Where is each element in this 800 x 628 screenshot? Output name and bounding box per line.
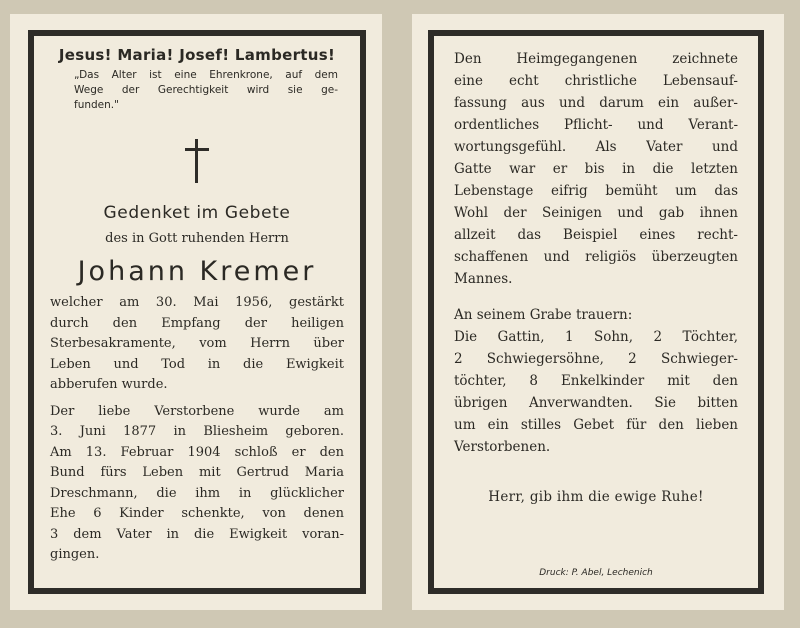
- text-line: Mannes.: [454, 271, 513, 287]
- text-line: schaffenen und religiös überzeugten: [454, 249, 738, 265]
- text-line: töchter, 8 Enkelkinder mit den: [454, 373, 738, 389]
- text-line: Gatte war er bis in die letzten: [454, 161, 738, 177]
- text-line: Dreschmann, die ihm in glücklicher: [50, 485, 344, 501]
- cross-icon: [185, 139, 209, 183]
- text-line: allzeit das Beispiel eines recht-: [454, 227, 738, 243]
- left-frame: [28, 30, 366, 594]
- text-line: eine echt christliche Lebensauf-: [454, 73, 738, 89]
- text-line: wortungsgefühl. Als Vater und: [454, 139, 738, 155]
- text-line: Der liebe Verstorbene wurde am: [50, 403, 344, 419]
- text-line: übrigen Anverwandten. Sie bitten: [454, 395, 738, 411]
- text-line: An seinem Grabe trauern:: [454, 307, 633, 323]
- text-line: 3. Juni 1877 in Bliesheim geboren.: [50, 424, 344, 439]
- text-line: Die Gattin, 1 Sohn, 2 Töchter,: [454, 329, 738, 345]
- text-line: Sterbesakramente, vom Herrn über: [50, 336, 344, 351]
- card-header: Jesus! Maria! Josef! Lambertus!: [58, 46, 336, 64]
- text-line: abberufen wurde.: [50, 377, 168, 392]
- text-line: Leben und Tod in die Ewigkeit: [50, 356, 344, 372]
- death-paragraph: [50, 293, 344, 396]
- text-line: fassung aus und darum ein außer-: [454, 95, 738, 111]
- text-line: Bund fürs Leben mit Gertrud Maria: [50, 465, 344, 480]
- text-line: welcher am 30. Mai 1956, gestärkt: [50, 295, 344, 310]
- deceased-name: Johann Kremer: [77, 256, 317, 287]
- character-paragraph: [454, 48, 738, 290]
- text-line: Lebenstage eifrig bemüht um das: [454, 183, 738, 199]
- text-line: um ein stilles Gebet für den lieben: [454, 417, 738, 433]
- gedenket-heading: Gedenket im Gebete: [103, 203, 291, 223]
- left-card: [10, 14, 382, 610]
- text-line: 2 Schwiegersöhne, 2 Schwieger-: [454, 351, 738, 367]
- text-line: durch den Empfang der heiligen: [50, 315, 344, 331]
- intro-line: des in Gott ruhenden Herrn: [105, 231, 289, 246]
- text-line: ordentliches Pflicht- und Verant-: [454, 117, 738, 133]
- right-card: [412, 14, 784, 610]
- text-line: gingen.: [50, 547, 100, 562]
- text-line: Am 13. Februar 1904 schloß er den: [50, 444, 344, 460]
- right-frame: [428, 30, 764, 594]
- quote-line: funden.": [74, 99, 119, 111]
- text-line: Den Heimgegangenen zeichnete: [454, 51, 738, 67]
- text-line: Verstorbenen.: [454, 439, 551, 455]
- text-line: Wohl der Seinigen und gab ihnen: [454, 205, 738, 221]
- closing-prayer: Herr, gib ihm die ewige Ruhe!: [488, 489, 704, 505]
- mourners-paragraph: [454, 304, 738, 458]
- quote-line: Wege der Gerechtigkeit wird sie ge-: [74, 84, 338, 96]
- biography-paragraph: [50, 402, 344, 566]
- quote: [74, 68, 338, 113]
- text-line: Ehe 6 Kinder schenkte, von denen: [50, 506, 344, 521]
- printer-credit: Druck: P. Abel, Lechenich: [539, 568, 653, 578]
- quote-line: „Das Alter ist eine Ehrenkrone, auf dem: [74, 69, 338, 81]
- text-line: 3 dem Vater in die Ewigkeit voran-: [50, 526, 344, 542]
